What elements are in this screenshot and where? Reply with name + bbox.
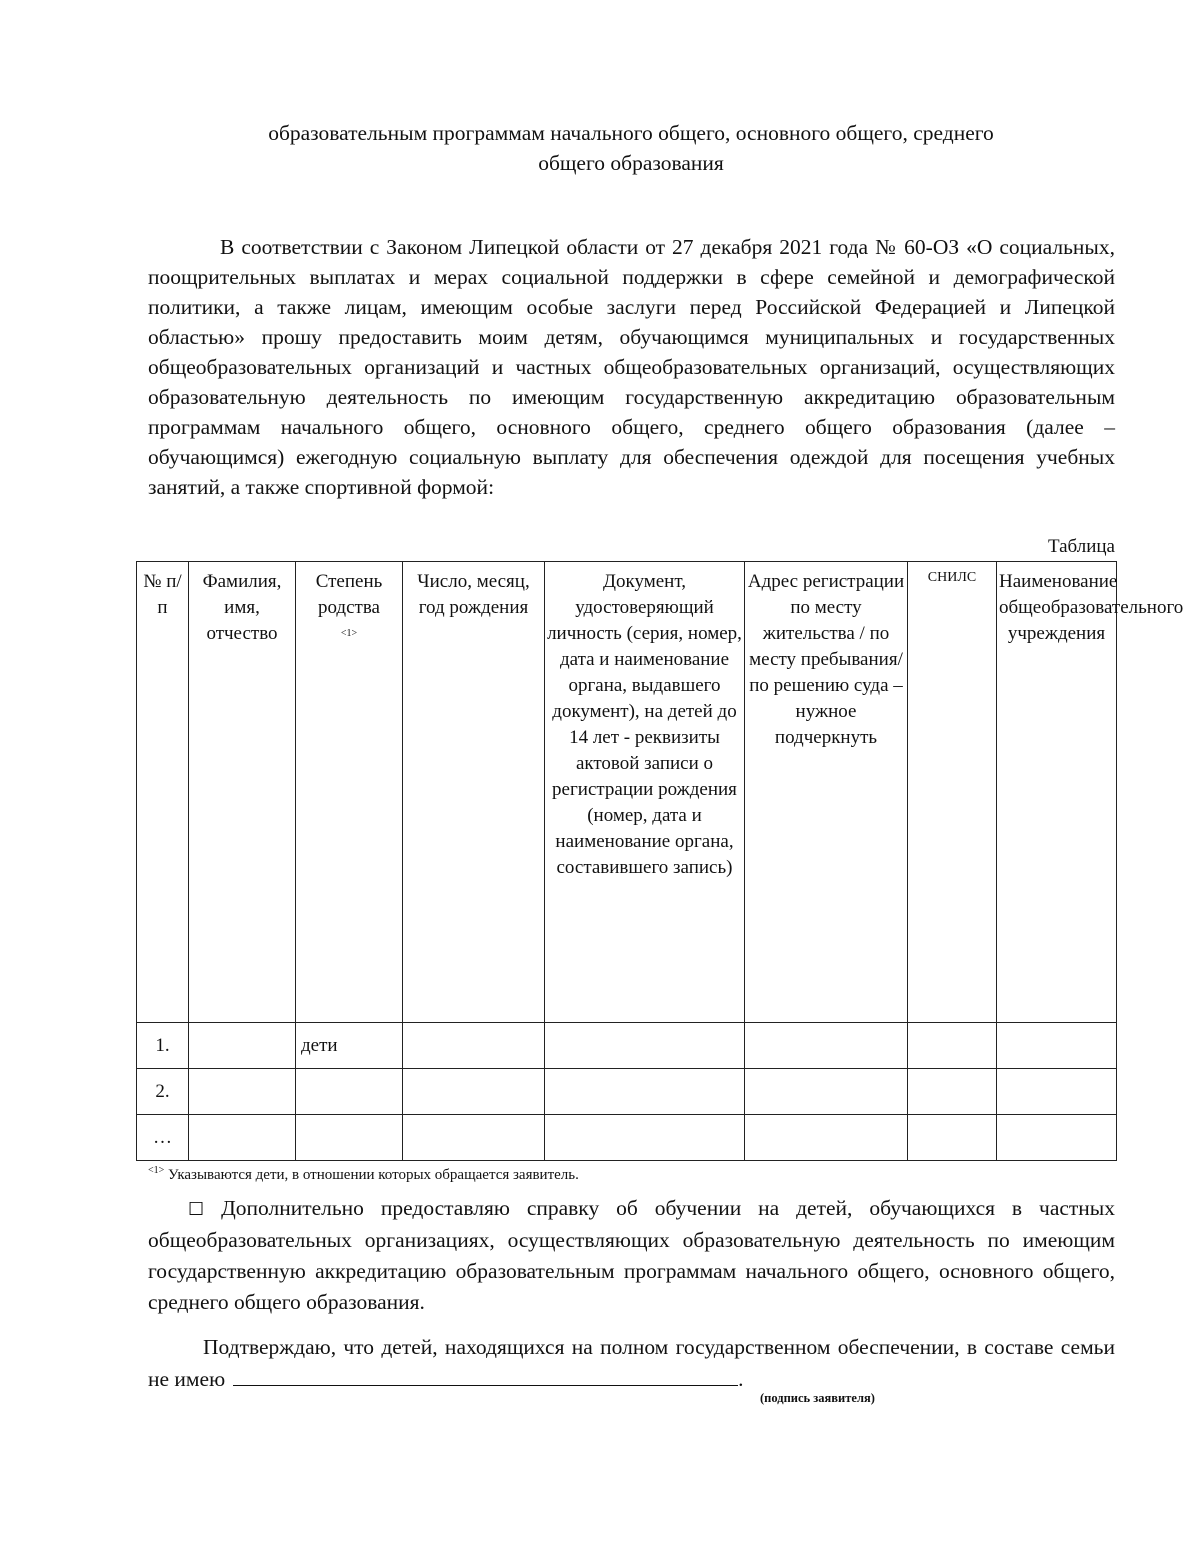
cell-snils[interactable] (908, 1115, 997, 1161)
cell-school[interactable] (997, 1115, 1117, 1161)
table-row (137, 1023, 1117, 1069)
row-num: 2. (137, 1069, 189, 1115)
cell-birth[interactable] (403, 1023, 545, 1069)
header-kinship-footnote-mark: <1> (340, 628, 358, 639)
cell-snils[interactable] (908, 1069, 997, 1115)
cell-fio[interactable] (189, 1023, 296, 1069)
cell-kinship[interactable] (296, 1069, 403, 1115)
table-row (137, 1115, 1117, 1161)
header-snils: СНИЛС (908, 562, 997, 1023)
checkbox-icon[interactable]: ☐ (188, 1199, 205, 1220)
certificate-text: Дополнительно предоставляю справку об обучении на детей, обучающихся в частных общеобразовательных организациях, осуществляющих образовательную деятельность по имеющим государственную аккредитацию образовательным программам начального общего, основного общего, среднего общего образования. (148, 1196, 1116, 1314)
intro-paragraph: В соответствии с Законом Липецкой области от 27 декабря 2021 года № 60-ОЗ «О социальных, поощрительных выплатах и мерах социальной поддержки в сфере семейной и демографической политики, а также лицам, имеющим особые заслуги перед Российской Федерацией и Липецкой областью» прошу предоставить моим детям, обучающимся муниципальных и государственных общеобразовательных организаций и частных общеобразовательных организаций, осуществляющих образовательную деятельность по имеющим государственную аккредитацию образовательным программам начального общего, основного общего, среднего общего образования (далее – обучающимся) ежегодную социальную выплату для обеспечения одеждой для посещения учебных занятий, а также спортивной формой: (148, 235, 1115, 499)
cell-kinship[interactable] (296, 1115, 403, 1161)
header-kinship-label: Степень родства (315, 571, 383, 618)
header-num: № п/п (137, 562, 189, 1023)
footnote (148, 1161, 579, 1185)
signature-caption: (подпись заявителя) (760, 1391, 875, 1405)
confirm-text: Подтверждаю, что детей, находящихся на полном государственном обеспечении, в составе семьи не имею (148, 1335, 1115, 1391)
cell-address[interactable] (745, 1115, 908, 1161)
header-document: Документ, удостоверяющий личность (серия, номер, дата и наименование органа, выдавшего документ), на детей до 14 лет - реквизиты актовой записи о регистрации рождения (номер, дата и наименование органа, составившего запись) (545, 562, 745, 1023)
header-school: Наименование общеобразовательного учреждения (997, 562, 1117, 1023)
cell-address[interactable] (745, 1069, 908, 1115)
cell-kinship[interactable]: дети (296, 1023, 403, 1069)
confirm-paragraph: Подтверждаю, что детей, находящихся на полном государственном обеспечении, в составе семьи не имею . (148, 1335, 1115, 1391)
header-birth: Число, месяц, год рождения (403, 562, 545, 1023)
footnote-mark: <1> (148, 1165, 165, 1176)
title-line-2: общего образования (538, 151, 724, 175)
row-num: … (137, 1115, 189, 1161)
cell-document[interactable] (545, 1115, 745, 1161)
table-row (137, 1069, 1117, 1115)
cell-school[interactable] (997, 1069, 1117, 1115)
cell-fio[interactable] (189, 1115, 296, 1161)
certificate-paragraph (148, 1193, 1115, 1318)
document-title (150, 118, 1112, 178)
cell-birth[interactable] (403, 1115, 545, 1161)
header-address: Адрес регистрации по месту жительства / по месту пребывания/ по решению суда – нужное подчеркнуть (745, 562, 908, 1023)
cell-document[interactable] (545, 1069, 745, 1115)
cell-snils[interactable] (908, 1023, 997, 1069)
cell-school[interactable] (997, 1023, 1117, 1069)
cell-fio[interactable] (189, 1069, 296, 1115)
signature-line[interactable] (233, 1363, 738, 1386)
children-table (136, 561, 1184, 1161)
table-header-row (137, 562, 1117, 1023)
cell-document[interactable] (545, 1023, 745, 1069)
title-line-1: образовательным программам начального общего, основного общего, среднего (268, 121, 994, 145)
cell-birth[interactable] (403, 1069, 545, 1115)
header-kinship (296, 562, 403, 1023)
table-caption: Таблица (1047, 536, 1115, 557)
row-num: 1. (137, 1023, 189, 1069)
cell-address[interactable] (745, 1023, 908, 1069)
header-fio: Фамилия, имя, отчество (189, 562, 296, 1023)
footnote-text: Указываются дети, в отношении которых обращается заявитель. (168, 1167, 579, 1183)
